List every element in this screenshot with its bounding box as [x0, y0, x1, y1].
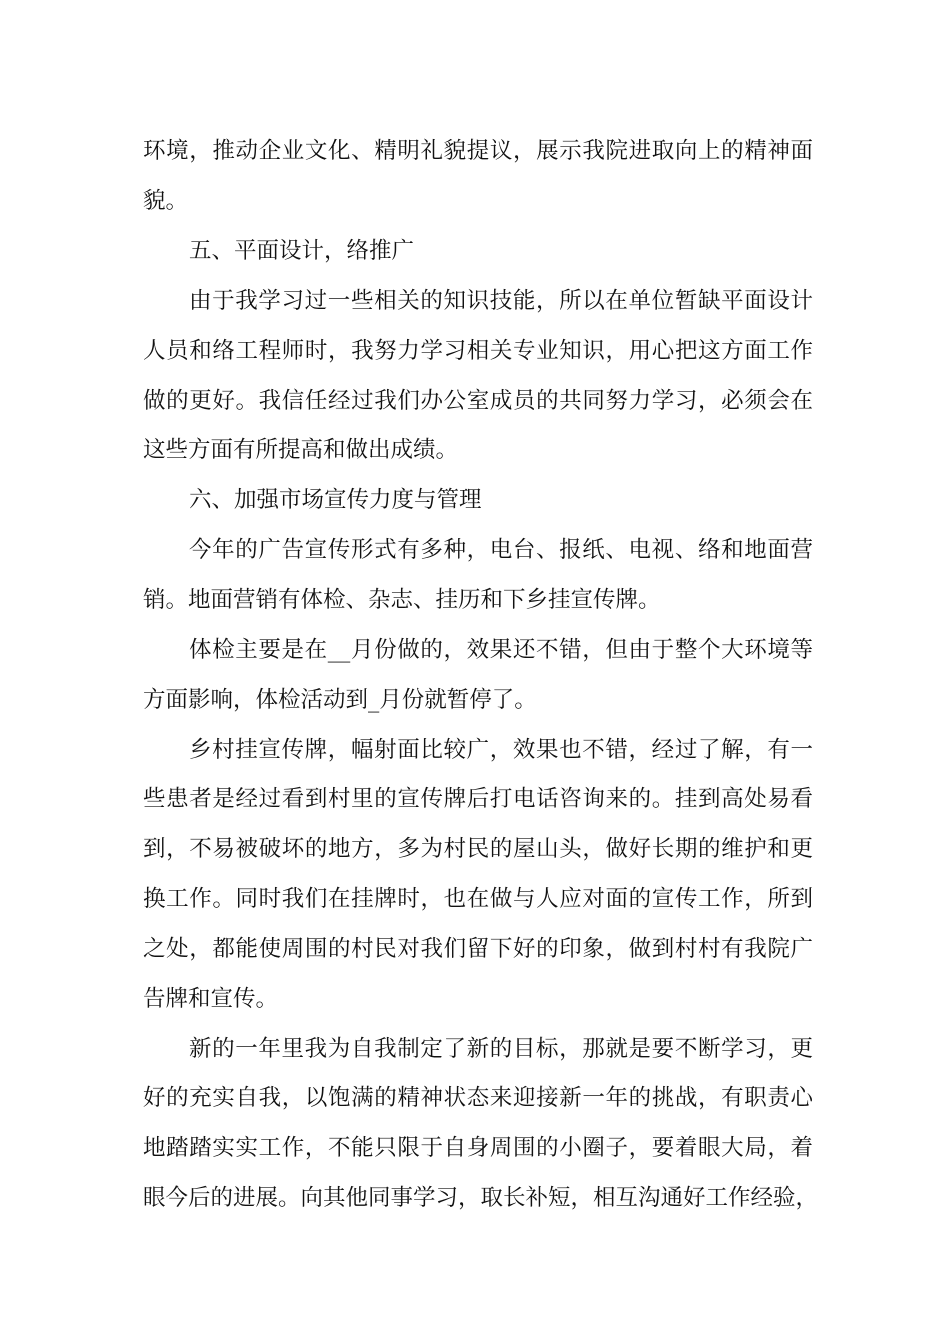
text-line: 乡村挂宣传牌，幅射面比较广，效果也不错，经过了解，有一 — [189, 737, 813, 763]
text-line: 新的一年里我为自我制定了新的目标，那就是要不断学习，更 — [189, 1036, 813, 1062]
text-line: 方面影响，体检活动到_月份就暂停了。 — [143, 687, 537, 713]
text-line: 体检主要是在__月份做的，效果还不错，但由于整个大环境等 — [189, 637, 813, 663]
section-heading: 六、加强市场宣传力度与管理 — [189, 487, 482, 513]
text-line: 今年的广告宣传形式有多种，电台、报纸、电视、络和地面营 — [189, 537, 813, 563]
text-line: 貌。 — [143, 188, 189, 214]
text-line: 销。地面营销有体检、杂志、挂历和下乡挂宣传牌。 — [143, 587, 661, 613]
text-line: 告牌和宣传。 — [143, 986, 279, 1012]
text-line: 由于我学习过一些相关的知识技能，所以在单位暂缺平面设计 — [189, 288, 813, 314]
text-line: 些患者是经过看到村里的宣传牌后打电话咨询来的。挂到高处易看 — [143, 786, 813, 812]
section-heading: 五、平面设计，络推广 — [189, 238, 415, 264]
text-line: 地踏踏实实工作，不能只限于自身周围的小圈子，要着眼大局，着 — [143, 1135, 813, 1161]
text-line: 人员和络工程师时，我努力学习相关专业知识，用心把这方面工作 — [143, 338, 813, 364]
text-line: 到，不易被破坏的地方，多为村民的屋山头，做好长期的维护和更 — [143, 836, 813, 862]
text-line: 环境，推动企业文化、精明礼貌提议，展示我院进取向上的精神面 — [143, 138, 813, 164]
text-line: 眼今后的进展。向其他同事学习，取长补短，相互沟通好工作经验， — [143, 1185, 819, 1211]
text-line: 这些方面有所提高和做出成绩。 — [143, 437, 459, 463]
text-line: 换工作。同时我们在挂牌时，也在做与人应对面的宣传工作，所到 — [143, 886, 813, 912]
text-line: 做的更好。我信任经过我们办公室成员的共同努力学习，必须会在 — [143, 388, 813, 414]
text-line: 好的充实自我，以饱满的精神状态来迎接新一年的挑战，有职责心 — [143, 1085, 813, 1111]
text-line: 之处，都能使周围的村民对我们留下好的印象，做到村村有我院广 — [143, 936, 813, 962]
